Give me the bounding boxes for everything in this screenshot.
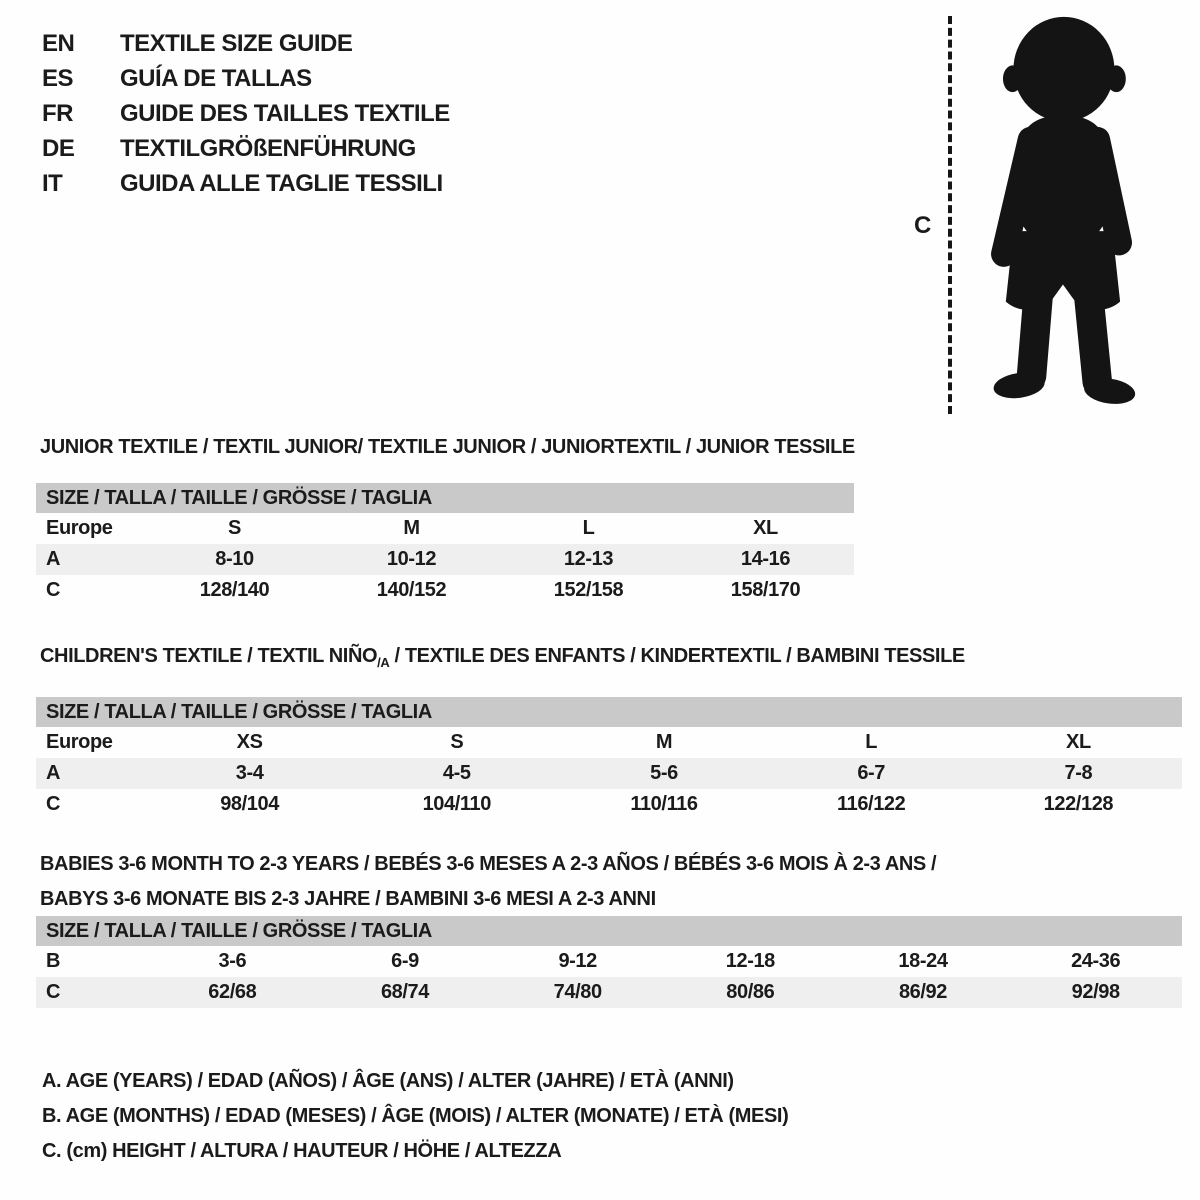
table-cell: 18-24 — [898, 950, 948, 972]
table-row — [36, 789, 1182, 820]
table-cell: 8-10 — [215, 548, 254, 570]
table-row — [36, 513, 854, 544]
table-cell: 12-18 — [725, 950, 775, 972]
legend-line: C. (cm) HEIGHT / ALTURA / HAUTEUR / HÖHE / ALTEZZA — [42, 1140, 562, 1162]
section-heading-line2: BABYS 3-6 MONATE BIS 2-3 JAHRE / BAMBINI 3-6 MESI A 2-3 ANNI — [40, 888, 656, 910]
row-label: C — [46, 793, 61, 815]
table-cell: 140/152 — [376, 579, 447, 601]
language-code: ES — [42, 65, 74, 92]
size-table — [36, 946, 1182, 1008]
language-row — [42, 96, 450, 131]
section-heading: JUNIOR TEXTILE / TEXTIL JUNIOR/ TEXTILE JUNIOR / JUNIORTEXTIL / JUNIOR TESSILE — [40, 436, 855, 458]
row-label: A — [46, 548, 61, 570]
table-cell: M — [655, 731, 673, 753]
table-cell: 116/122 — [836, 793, 906, 815]
language-row — [42, 61, 450, 96]
language-title: TEXTILGRÖßENFÜHRUNG — [120, 135, 416, 162]
row-label: B — [46, 950, 61, 972]
section-heading: BABIES 3-6 MONTH TO 2-3 YEARS / BEBÉS 3-6 MESES A 2-3 AÑOS / BÉBÉS 3-6 MOIS À 2-3 ANS / — [40, 853, 937, 875]
table-cell: 122/128 — [1043, 793, 1114, 815]
legend-line: A. AGE (YEARS) / EDAD (AÑOS) / ÂGE (ANS) / ALTER (JAHRE) / ETÀ (ANNI) — [42, 1070, 734, 1092]
size-table — [36, 727, 1182, 820]
section-junior-textile — [36, 436, 854, 606]
table-cell: 80/86 — [726, 981, 775, 1003]
language-code: FR — [42, 100, 73, 127]
language-code: DE — [42, 135, 75, 162]
table-cell: 12-13 — [563, 548, 614, 570]
table-cell: 98/104 — [220, 793, 279, 815]
table-cell: 92/98 — [1071, 981, 1120, 1003]
table-cell: 4-5 — [442, 762, 471, 784]
legend-line: B. AGE (MONTHS) / EDAD (MESES) / ÂGE (MOIS) / ALTER (MONATE) / ETÀ (MESI) — [42, 1105, 789, 1127]
row-label: C — [46, 981, 61, 1003]
table-cell: 10-12 — [386, 548, 437, 570]
language-title: GUIDE DES TAILLES TEXTILE — [120, 100, 450, 127]
legend — [42, 1064, 788, 1169]
language-row — [42, 26, 450, 61]
table-cell: 5-6 — [650, 762, 678, 784]
heading-text: CHILDREN'S TEXTILE / TEXTIL NIÑO — [40, 645, 378, 667]
row-label: Europe — [46, 517, 113, 539]
table-cell: 24-36 — [1071, 950, 1121, 972]
table-cell: 14-16 — [740, 548, 791, 570]
table-cell: 7-8 — [1064, 762, 1093, 784]
language-title: GUÍA DE TALLAS — [120, 65, 312, 92]
language-title: TEXTILE SIZE GUIDE — [120, 30, 353, 57]
language-header — [42, 26, 450, 201]
measure-label-c: C — [914, 212, 932, 239]
row-label: C — [46, 579, 61, 601]
size-header-bar: SIZE / TALLA / TAILLE / GRÖSSE / TAGLIA — [36, 483, 854, 513]
table-cell: 86/92 — [898, 981, 948, 1003]
heading-text: / TEXTILE DES ENFANTS / KINDERTEXTIL / BAMBINI TESSILE — [389, 645, 965, 667]
table-cell: 6-9 — [391, 950, 419, 972]
table-cell: 3-6 — [218, 950, 247, 972]
row-label: A — [46, 762, 61, 784]
table-cell: 158/170 — [730, 579, 801, 601]
table-cell: L — [865, 731, 878, 753]
baby-silhouette-icon — [962, 12, 1162, 416]
table-cell: 110/116 — [630, 793, 698, 815]
table-cell: 62/68 — [208, 981, 257, 1003]
table-cell: M — [403, 517, 420, 539]
language-row — [42, 131, 450, 166]
table-row — [36, 544, 854, 575]
table-cell: XL — [753, 517, 778, 539]
section-childrens-textile — [36, 645, 1182, 820]
heading-subscript: /A — [377, 655, 390, 670]
table-row — [36, 727, 1182, 758]
table-cell: XL — [1066, 731, 1091, 753]
table-cell: 128/140 — [199, 579, 270, 601]
table-cell: 6-7 — [857, 762, 886, 784]
table-row — [36, 758, 1182, 789]
language-row — [42, 166, 450, 201]
row-label: Europe — [46, 731, 113, 753]
table-cell: 68/74 — [380, 981, 430, 1003]
language-code: IT — [42, 170, 63, 197]
language-title: GUIDA ALLE TAGLIE TESSILI — [120, 170, 443, 197]
table-cell: 74/80 — [553, 981, 602, 1003]
size-header-bar: SIZE / TALLA / TAILLE / GRÖSSE / TAGLIA — [36, 916, 1182, 946]
size-header-bar: SIZE / TALLA / TAILLE / GRÖSSE / TAGLIA — [36, 697, 1182, 727]
table-cell: 3-4 — [235, 762, 264, 784]
table-cell: S — [450, 731, 464, 753]
table-cell: XS — [236, 731, 263, 753]
section-babies-textile — [36, 853, 1182, 1008]
table-cell: L — [582, 517, 595, 539]
table-row — [36, 575, 854, 606]
table-cell: 152/158 — [553, 579, 624, 601]
measurement-figure — [900, 0, 1200, 440]
table-cell: S — [228, 517, 241, 539]
table-cell: 9-12 — [558, 950, 597, 972]
height-measure-dashed-line — [948, 16, 952, 414]
language-code: EN — [42, 30, 75, 57]
table-row — [36, 977, 1182, 1008]
table-row — [36, 946, 1182, 977]
size-table — [36, 513, 854, 606]
section-heading — [40, 645, 1182, 674]
table-cell: 104/110 — [422, 793, 491, 815]
